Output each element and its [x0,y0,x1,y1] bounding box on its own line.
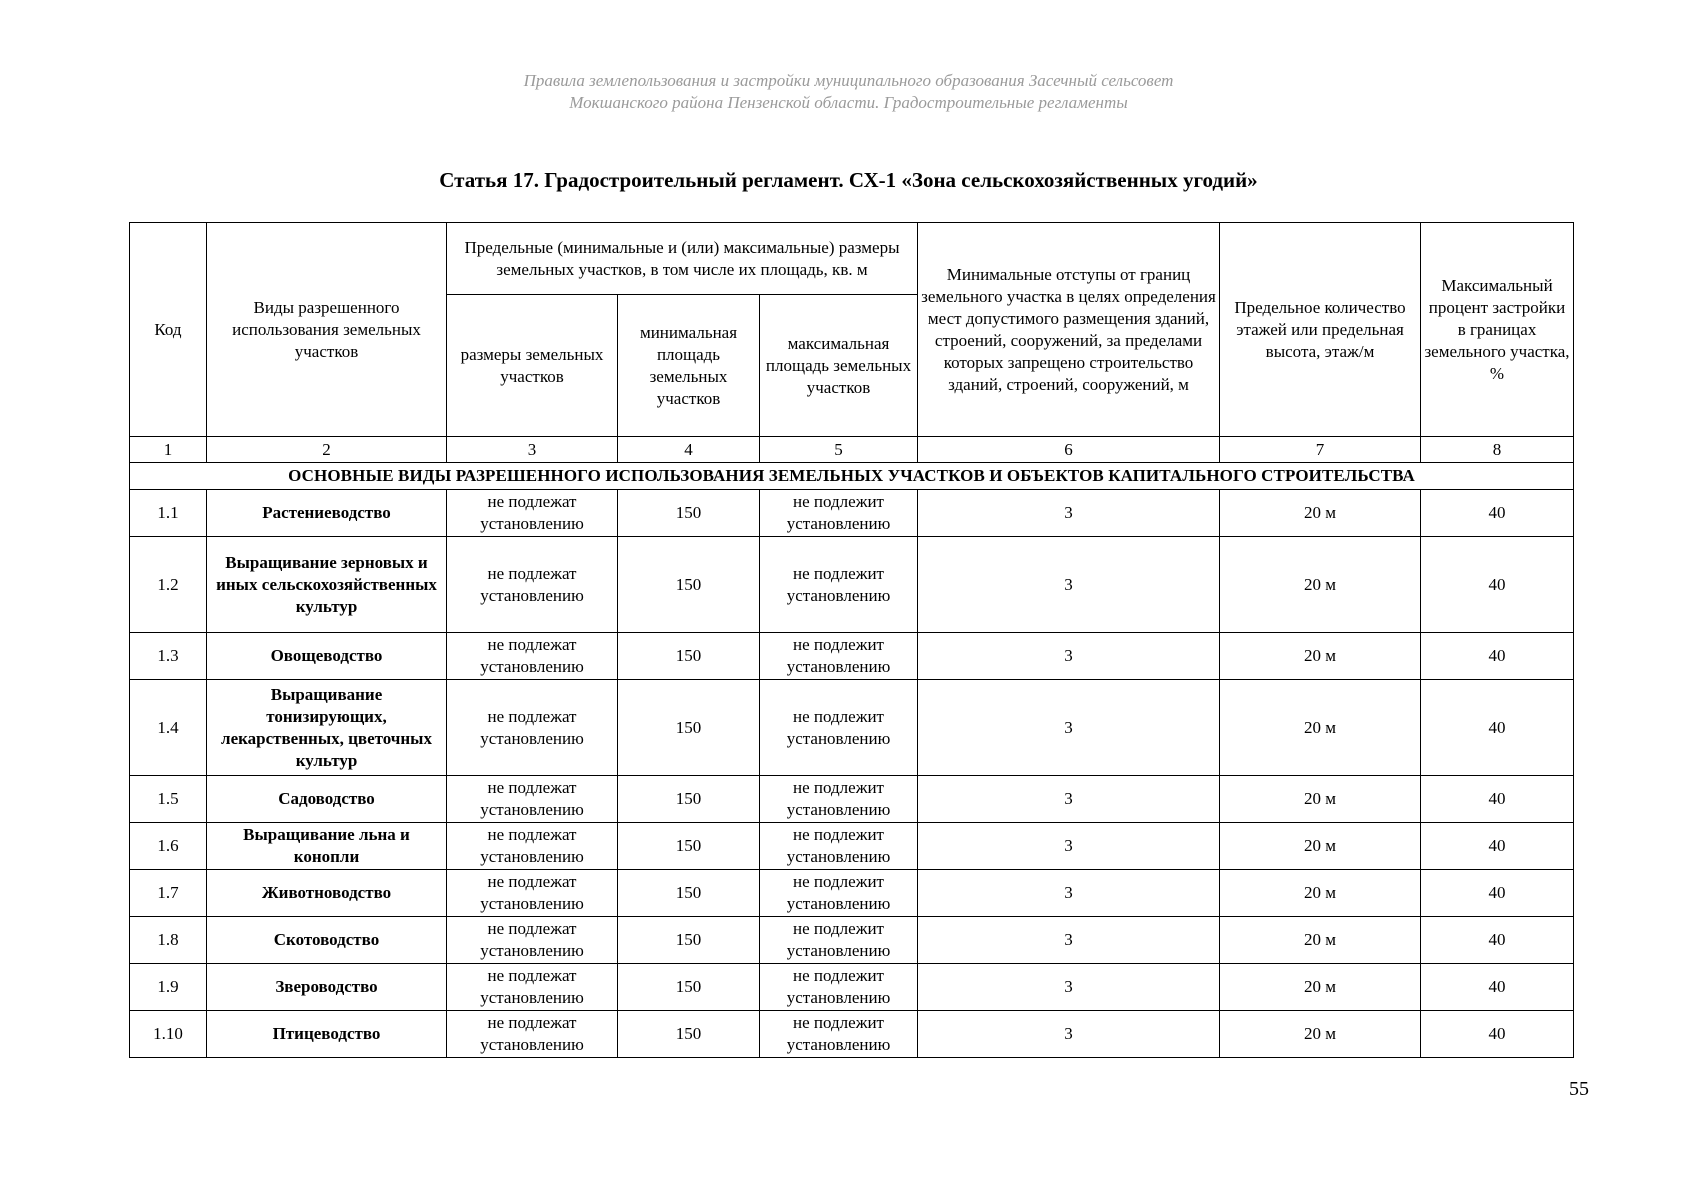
cell-floors: 20 м [1220,680,1421,776]
table-row [130,537,1574,633]
cell-sizes: не подлежат установлению [447,680,618,776]
header-sizes: размеры земельных участков [447,295,618,437]
cell-use-name: Овощеводство [207,633,447,680]
cell-setback: 3 [918,917,1220,964]
cell-floors: 20 м [1220,490,1421,537]
cell-code: 1.1 [130,490,207,537]
cell-code: 1.4 [130,680,207,776]
cell-setback: 3 [918,823,1220,870]
column-number: 6 [918,437,1220,463]
cell-floors: 20 м [1220,870,1421,917]
running-header-line-1: Правила землепользования и застройки муниципального образования Засечный сельсовет [523,71,1174,90]
running-header [0,70,1697,114]
cell-max-area: не подлежит установлению [760,490,918,537]
regulation-table [129,222,1574,1058]
cell-code: 1.6 [130,823,207,870]
cell-floors: 20 м [1220,823,1421,870]
cell-max-area: не подлежит установлению [760,964,918,1011]
cell-setback: 3 [918,776,1220,823]
header-code: Код [130,223,207,437]
cell-use-name: Звероводство [207,964,447,1011]
cell-use-name: Птицеводство [207,1011,447,1058]
table-row [130,776,1574,823]
table-row [130,1011,1574,1058]
cell-min-area: 150 [618,537,760,633]
cell-setback: 3 [918,680,1220,776]
cell-use-name: Садоводство [207,776,447,823]
cell-coverage: 40 [1421,537,1574,633]
header-min-area: минимальная площадь земельных участков [618,295,760,437]
page-title: Статья 17. Градостроительный регламент. СХ-1 «Зона сельскохозяйственных угодий» [439,168,1258,192]
cell-floors: 20 м [1220,776,1421,823]
running-header-line-2: Мокшанского района Пензенской области. Градостроительные регламенты [569,93,1128,112]
cell-code: 1.10 [130,1011,207,1058]
page-number: 55 [1569,1078,1589,1100]
table-row [130,964,1574,1011]
cell-floors: 20 м [1220,964,1421,1011]
cell-use-name: Выращивание зерновых и иных сельскохозяйственных культур [207,537,447,633]
header-use: Виды разрешенного использования земельных участков [207,223,447,437]
header-coverage: Максимальный процент застройки в границах земельного участка, % [1421,223,1574,437]
cell-max-area: не подлежит установлению [760,680,918,776]
cell-coverage: 40 [1421,1011,1574,1058]
cell-code: 1.8 [130,917,207,964]
cell-code: 1.7 [130,870,207,917]
cell-code: 1.5 [130,776,207,823]
cell-min-area: 150 [618,680,760,776]
header-limits-group: Предельные (минимальные и (или) максимальные) размеры земельных участков, в том числе их площадь, кв. м [447,223,918,295]
cell-sizes: не подлежат установлению [447,823,618,870]
cell-min-area: 150 [618,823,760,870]
cell-min-area: 150 [618,633,760,680]
cell-setback: 3 [918,870,1220,917]
cell-coverage: 40 [1421,870,1574,917]
cell-setback: 3 [918,537,1220,633]
cell-sizes: не подлежат установлению [447,776,618,823]
column-number: 8 [1421,437,1574,463]
cell-max-area: не подлежит установлению [760,917,918,964]
cell-coverage: 40 [1421,823,1574,870]
cell-max-area: не подлежит установлению [760,633,918,680]
cell-min-area: 150 [618,964,760,1011]
header-floors: Предельное количество этажей или предельная высота, этаж/м [1220,223,1421,437]
column-number: 3 [447,437,618,463]
cell-min-area: 150 [618,776,760,823]
cell-sizes: не подлежат установлению [447,870,618,917]
header-setbacks: Минимальные отступы от границ земельного участка в целях определения мест допустимого размещения зданий, строений, сооружений, за пределами которых запрещено строительство зданий, строений, сооружений, м [918,223,1220,437]
cell-code: 1.9 [130,964,207,1011]
cell-coverage: 40 [1421,490,1574,537]
column-number: 1 [130,437,207,463]
cell-coverage: 40 [1421,964,1574,1011]
cell-setback: 3 [918,490,1220,537]
cell-coverage: 40 [1421,776,1574,823]
cell-coverage: 40 [1421,917,1574,964]
cell-max-area: не подлежит установлению [760,870,918,917]
cell-min-area: 150 [618,490,760,537]
section-title: ОСНОВНЫЕ ВИДЫ РАЗРЕШЕННОГО ИСПОЛЬЗОВАНИЯ ЗЕМЕЛЬНЫХ УЧАСТКОВ И ОБЪЕКТОВ КАПИТАЛЬНОГО СТРОИТЕЛЬСТВА [130,463,1574,490]
cell-code: 1.2 [130,537,207,633]
table-row [130,870,1574,917]
cell-sizes: не подлежат установлению [447,917,618,964]
table-header [130,223,1574,490]
cell-max-area: не подлежит установлению [760,823,918,870]
cell-floors: 20 м [1220,917,1421,964]
table-row [130,917,1574,964]
cell-sizes: не подлежат установлению [447,633,618,680]
header-max-area: максимальная площадь земельных участков [760,295,918,437]
cell-use-name: Скотоводство [207,917,447,964]
cell-setback: 3 [918,1011,1220,1058]
cell-coverage: 40 [1421,680,1574,776]
table-row [130,490,1574,537]
cell-min-area: 150 [618,870,760,917]
cell-setback: 3 [918,964,1220,1011]
section-row [130,463,1574,490]
column-number: 5 [760,437,918,463]
cell-sizes: не подлежат установлению [447,537,618,633]
cell-min-area: 150 [618,917,760,964]
cell-sizes: не подлежат установлению [447,490,618,537]
cell-use-name: Выращивание тонизирующих, лекарственных, цветочных культур [207,680,447,776]
cell-max-area: не подлежит установлению [760,537,918,633]
cell-max-area: не подлежит установлению [760,776,918,823]
column-number: 2 [207,437,447,463]
column-number-row [130,437,1574,463]
table-body [130,490,1574,1058]
cell-min-area: 150 [618,1011,760,1058]
table-row [130,633,1574,680]
column-number: 7 [1220,437,1421,463]
table-row [130,680,1574,776]
cell-setback: 3 [918,633,1220,680]
cell-use-name: Животноводство [207,870,447,917]
cell-coverage: 40 [1421,633,1574,680]
cell-use-name: Выращивание льна и конопли [207,823,447,870]
cell-sizes: не подлежат установлению [447,964,618,1011]
table-row [130,823,1574,870]
cell-floors: 20 м [1220,1011,1421,1058]
column-number: 4 [618,437,760,463]
cell-floors: 20 м [1220,537,1421,633]
cell-max-area: не подлежит установлению [760,1011,918,1058]
cell-use-name: Растениеводство [207,490,447,537]
cell-floors: 20 м [1220,633,1421,680]
cell-code: 1.3 [130,633,207,680]
cell-sizes: не подлежат установлению [447,1011,618,1058]
